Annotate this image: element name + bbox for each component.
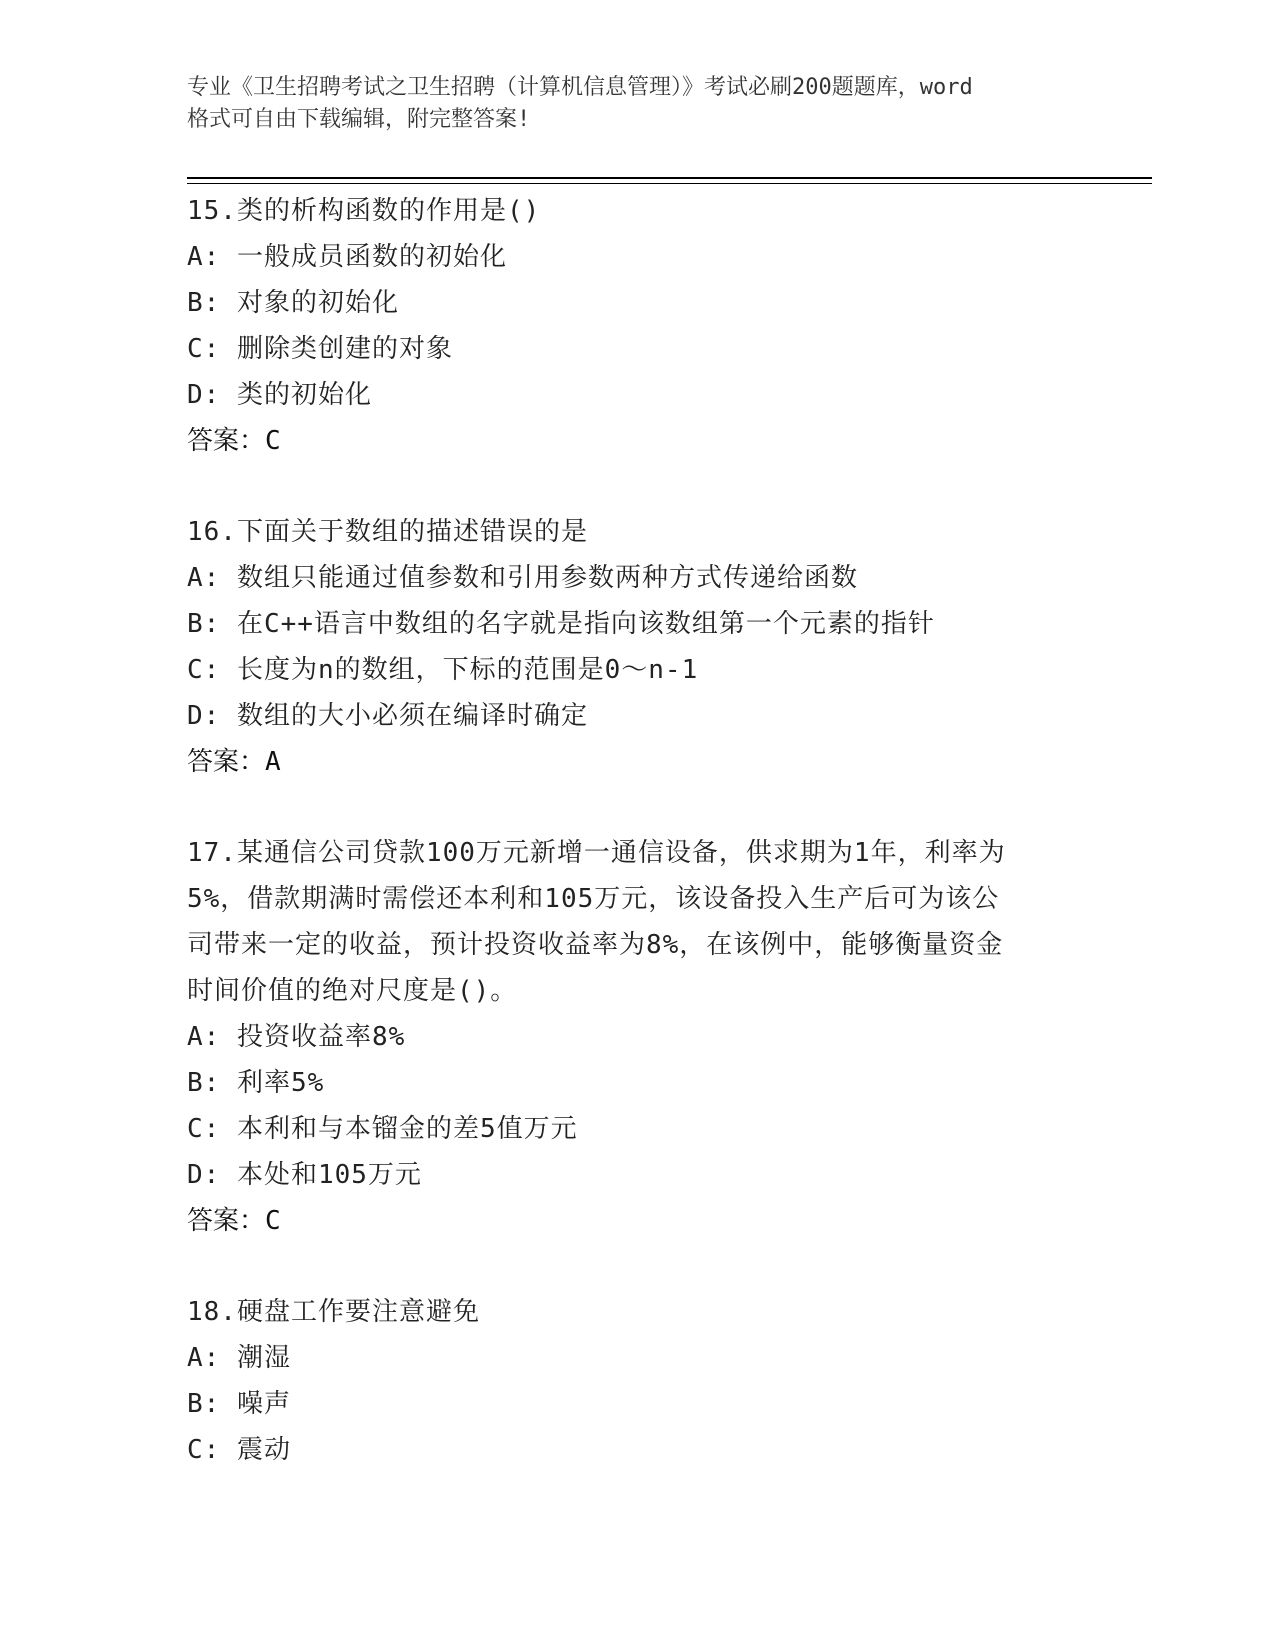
option-d: D: 数组的大小必须在编译时确定 bbox=[187, 701, 588, 731]
question-stem: 18.硬盘工作要注意避免 bbox=[187, 1297, 480, 1327]
option-a: A: 数组只能通过值参数和引用参数两种方式传递给函数 bbox=[187, 563, 858, 593]
question-stem-line-2: 5%，借款期满时需偿还本利和105万元，该设备投入生产后可为该公 bbox=[187, 884, 1000, 914]
option-b: B: 在C++语言中数组的名字就是指向该数组第一个元素的指针 bbox=[187, 609, 935, 639]
question-stem-line-1: 17.某通信公司贷款100万元新增一通信设备，供求期为1年，利率为 bbox=[187, 838, 1006, 868]
header-title-line-1: 专业《卫生招聘考试之卫生招聘（计算机信息管理）》考试必刷200题题库，word bbox=[187, 75, 973, 100]
option-a: A: 投资收益率8% bbox=[187, 1022, 406, 1052]
option-a: A: 潮湿 bbox=[187, 1343, 291, 1373]
option-b: B: 对象的初始化 bbox=[187, 288, 399, 318]
header-title-line-2: 格式可自由下载编辑，附完整答案! bbox=[187, 107, 531, 132]
answer-label: 答案：C bbox=[187, 426, 281, 456]
question-15 bbox=[187, 188, 1077, 464]
header-divider-thick bbox=[187, 177, 1152, 179]
option-b: B: 噪声 bbox=[187, 1389, 291, 1419]
option-c: C: 本利和与本镏金的差5值万元 bbox=[187, 1114, 578, 1144]
question-list bbox=[187, 188, 1077, 1473]
option-c: C: 长度为n的数组，下标的范围是0～n-1 bbox=[187, 655, 699, 685]
header-divider-thin bbox=[187, 183, 1152, 184]
question-16 bbox=[187, 509, 1077, 785]
question-17 bbox=[187, 830, 1077, 1244]
question-18 bbox=[187, 1289, 1077, 1473]
option-a: A: 一般成员函数的初始化 bbox=[187, 242, 507, 272]
question-stem: 15.类的析构函数的作用是() bbox=[187, 196, 541, 226]
question-stem-line-4: 时间价值的绝对尺度是()。 bbox=[187, 976, 518, 1006]
option-d: D: 类的初始化 bbox=[187, 380, 372, 410]
answer-label: 答案：C bbox=[187, 1206, 281, 1236]
answer-label: 答案：A bbox=[187, 747, 281, 777]
option-c: C: 震动 bbox=[187, 1435, 291, 1465]
option-c: C: 删除类创建的对象 bbox=[187, 334, 453, 364]
option-b: B: 利率5% bbox=[187, 1068, 325, 1098]
document-header bbox=[187, 72, 1087, 136]
option-d: D: 本处和105万元 bbox=[187, 1160, 422, 1190]
question-stem: 16.下面关于数组的描述错误的是 bbox=[187, 517, 588, 547]
question-stem-line-3: 司带来一定的收益，预计投资收益率为8%，在该例中，能够衡量资金 bbox=[187, 930, 1004, 960]
